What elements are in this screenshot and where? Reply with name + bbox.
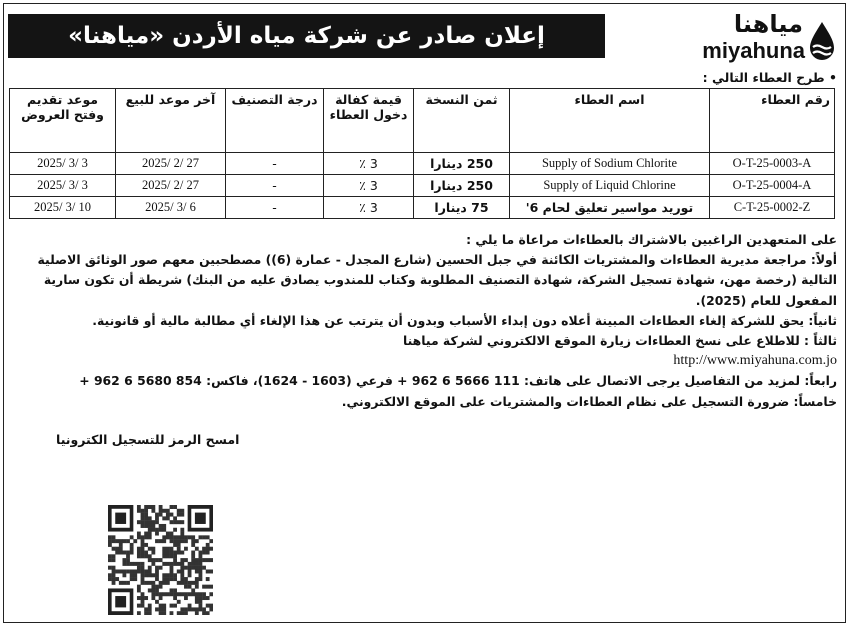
header-copy-price: ثمن النسخة	[414, 89, 510, 153]
copy-price: 75 دينارا	[414, 197, 510, 219]
submission-date: 2025/ 3/ 10	[10, 197, 116, 219]
terms-section	[12, 230, 837, 412]
tender-name: Supply of Sodium Chlorite	[510, 153, 710, 175]
intro-line: • طرح العطاء التالي :	[702, 70, 837, 85]
classification: -	[226, 153, 324, 175]
header-tender-name: اسم العطاء	[510, 89, 710, 153]
term-second: ثانياً: يحق للشركة إلغاء العطاءات المبينة أعلاه دون إبداء الأسباب وبدون أن يترتب عن هذا الإلغاء أي مطالبة مالية أو قانونية.	[92, 312, 837, 328]
last-sale-date: 2025/ 2/ 27	[116, 175, 226, 197]
header-bid-bond: قيمة كفالة دخول العطاء	[324, 89, 414, 153]
water-drop-icon	[807, 20, 837, 62]
table-row	[10, 153, 835, 175]
term-fifth: خامساً: ضرورة التسجيل على نظام العطاءات والمشتريات على الموقع الالكتروني.	[341, 393, 837, 409]
website-link[interactable]: http://www.miyahuna.com.jo	[673, 353, 837, 369]
tender-number: C-T-25-0002-Z	[710, 197, 835, 219]
classification: -	[226, 175, 324, 197]
submission-date: 2025/ 3/ 3	[10, 175, 116, 197]
tender-number: O-T-25-0004-A	[710, 175, 835, 197]
header-tender-number: رقم العطاء	[710, 89, 835, 153]
last-sale-date: 2025/ 2/ 27	[116, 153, 226, 175]
last-sale-date: 2025/ 3/ 6	[116, 197, 226, 219]
miyahuna-logo	[687, 12, 837, 64]
tender-number: O-T-25-0003-A	[710, 153, 835, 175]
tender-name: توريد مواسير تعليق لحام 6'	[510, 197, 710, 219]
tender-name: Supply of Liquid Chlorine	[510, 175, 710, 197]
term-fourth: رابعاً: لمزيد من التفاصيل يرجى الاتصال على هاتف: 111 5666 6 962 + فرعي (1603 - 1624)، فاكس: 854 5680 6 962 +	[79, 373, 837, 389]
announcement-title: إعلان صادر عن شركة مياه الأردن «مياهنا»	[8, 14, 605, 58]
bid-bond: 3 ٪	[324, 153, 414, 175]
table-header-row	[10, 89, 835, 153]
classification: -	[226, 197, 324, 219]
table-row	[10, 175, 835, 197]
copy-price: 250 دينارا	[414, 153, 510, 175]
copy-price: 250 دينارا	[414, 175, 510, 197]
header-classification: درجة التصنيف	[226, 89, 324, 153]
header-last-sale-date: آخر موعد للبيع	[116, 89, 226, 153]
term-first: أولاً: مراجعة مديرية العطاءات والمشتريات الكائنة في جبل الحسين (شارع المجدل - عمارة (6)) مصطحبين معهم صور الوثائق الاصلية التالية (رخصة مهن، شهادة تسجيل الشركة، شهادة التصنيف المطلوبة وكتاب للمندوب يصادق عليه من البنك) شريطة أن تكون سارية المفعول للعام (2025).	[37, 252, 837, 308]
submission-date: 2025/ 3/ 3	[10, 153, 116, 175]
qr-code-icon[interactable]	[108, 505, 213, 615]
terms-lead: على المتعهدين الراغبين بالاشتراك بالعطاءات مراعاة ما يلي :	[466, 232, 837, 247]
bid-bond: 3 ٪	[324, 197, 414, 219]
qr-label: امسح الرمز للتسجيل الكترونيا	[56, 432, 240, 447]
logo-arabic-text: مياهنا	[733, 10, 803, 38]
logo-english-text: miyahuna	[702, 38, 805, 63]
bid-bond: 3 ٪	[324, 175, 414, 197]
header-submission-date: موعد تقديم وفتح العروض	[10, 89, 116, 153]
table-row	[10, 197, 835, 219]
tenders-table	[9, 88, 835, 219]
term-third: ثالثاً : للاطلاع على نسخ العطاءات زيارة الموقع الالكتروني لشركة مياهنا	[402, 333, 837, 349]
